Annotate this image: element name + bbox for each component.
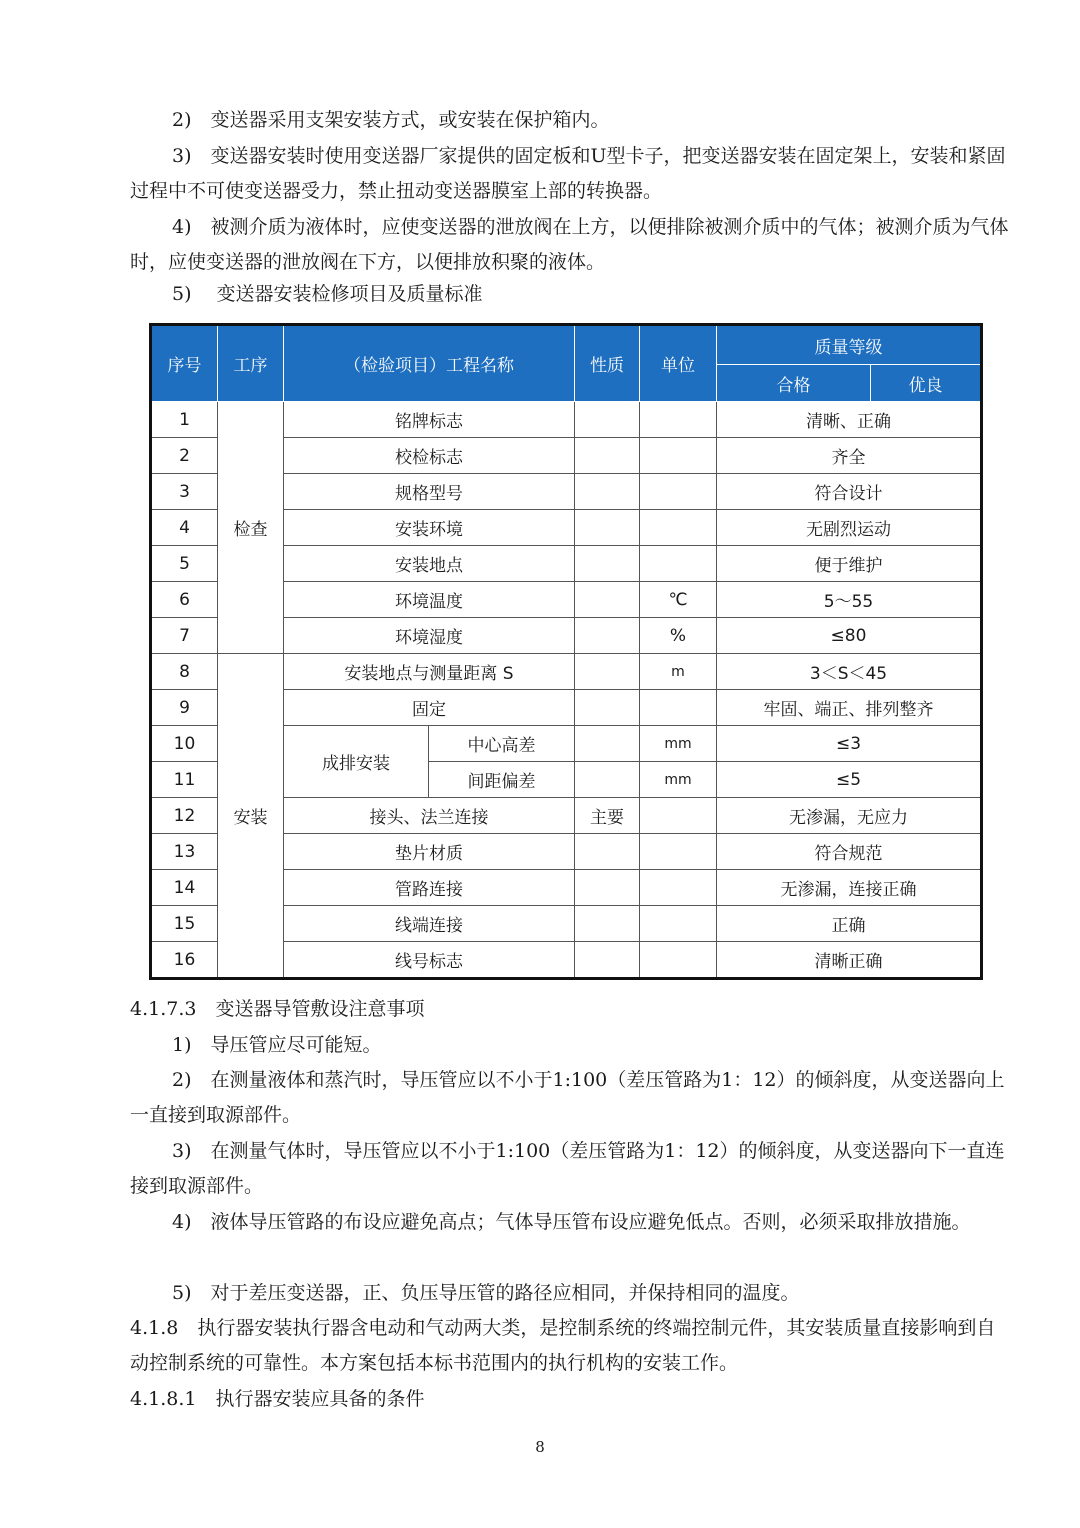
cell-nature: [575, 618, 640, 654]
cell-item: 接头、法兰连接: [284, 798, 575, 834]
cell-item: 固定: [284, 690, 575, 726]
cell-standard: 清晰、正确: [717, 402, 982, 438]
cell-item: 管路连接: [284, 870, 575, 906]
group-install: 安装: [218, 654, 284, 979]
cell-item: 线端连接: [284, 906, 575, 942]
paragraph: 2) 在测量液体和蒸汽时，导压管应以不小于1:100（差压管路为1：12）的倾斜度，从变送器向上一直接到取源部件。: [130, 1069, 1005, 1126]
cell-item: 中心高差: [429, 726, 575, 762]
cell-unit: mm: [640, 762, 717, 798]
cell-nature: [575, 654, 640, 690]
cell-standard: 5～55: [717, 582, 982, 618]
cell-seq: 15: [151, 906, 218, 942]
section-heading: 4.1.8.1 执行器安装应具备的条件: [130, 1388, 425, 1410]
quality-standard-table: [149, 323, 983, 980]
paragraph: 4) 被测介质为液体时，应使变送器的泄放阀在上方，以便排除被测介质中的气体；被测介质为气体时，应使变送器的泄放阀在下方，以便排放积聚的液体。: [130, 216, 1009, 273]
paragraph: 5) 对于差压变送器，正、负压导压管的路径应相同，并保持相同的温度。: [172, 1282, 800, 1304]
cell-seq: 16: [151, 942, 218, 979]
cell-seq: 12: [151, 798, 218, 834]
cell-nature: [575, 834, 640, 870]
cell-item: 间距偏差: [429, 762, 575, 798]
cell-seq: 3: [151, 474, 218, 510]
page-number: 8: [535, 1438, 545, 1456]
paragraph: 3) 在测量气体时，导压管应以不小于1:100（差压管路为1：12）的倾斜度，从变送器向下一直连接到取源部件。: [130, 1140, 1005, 1197]
cell-unit: ℃: [640, 582, 717, 618]
section-heading: 4.1.8 执行器安装执行器含电动和气动两大类，是控制系统的终端控制元件，其安装质量直接影响到自动控制系统的可靠性。本方案包括本标书范围内的执行机构的安装工作。: [130, 1317, 996, 1374]
cell-unit: [640, 510, 717, 546]
cell-standard: 符合设计: [717, 474, 982, 510]
cell-nature: [575, 870, 640, 906]
cell-standard: 便于维护: [717, 546, 982, 582]
cell-seq: 11: [151, 762, 218, 798]
section-heading: 4.1.7.3 变送器导管敷设注意事项: [130, 998, 425, 1020]
table-row: [151, 402, 982, 438]
cell-standard: 无渗漏，连接正确: [717, 870, 982, 906]
header-pass: 合格: [717, 365, 871, 402]
cell-nature: [575, 942, 640, 979]
cell-unit: [640, 690, 717, 726]
cell-item: 规格型号: [284, 474, 575, 510]
cell-item: 安装地点: [284, 546, 575, 582]
cell-standard: 清晰正确: [717, 942, 982, 979]
cell-seq: 5: [151, 546, 218, 582]
cell-seq: 13: [151, 834, 218, 870]
cell-unit: [640, 798, 717, 834]
paragraph: 4) 液体导压管路的布设应避免高点；气体导压管布设应避免低点。否则，必须采取排放措施。: [172, 1211, 971, 1233]
cell-standard: 牢固、端正、排列整齐: [717, 690, 982, 726]
cell-seq: 9: [151, 690, 218, 726]
cell-unit: [640, 438, 717, 474]
cell-nature: [575, 546, 640, 582]
cell-standard: 无剧烈运动: [717, 510, 982, 546]
cell-unit: [640, 942, 717, 979]
cell-item: 环境湿度: [284, 618, 575, 654]
cell-unit: [640, 834, 717, 870]
cell-standard: ≤80: [717, 618, 982, 654]
cell-unit: m: [640, 654, 717, 690]
cell-standard: ≤5: [717, 762, 982, 798]
group-check: 检查: [218, 402, 284, 654]
cell-seq: 7: [151, 618, 218, 654]
cell-item: 线号标志: [284, 942, 575, 979]
cell-seq: 14: [151, 870, 218, 906]
cell-item: 校检标志: [284, 438, 575, 474]
cell-nature: [575, 762, 640, 798]
cell-unit: [640, 474, 717, 510]
cell-nature: [575, 726, 640, 762]
cell-standard: 符合规范: [717, 834, 982, 870]
cell-standard: 无渗漏，无应力: [717, 798, 982, 834]
cell-nature: [575, 906, 640, 942]
cell-item: 安装环境: [284, 510, 575, 546]
header-unit: 单位: [640, 325, 717, 402]
cell-nature: [575, 438, 640, 474]
cell-seq: 6: [151, 582, 218, 618]
paragraph: 5) 变送器安装检修项目及质量标准: [172, 283, 483, 305]
cell-standard: 3＜S＜45: [717, 654, 982, 690]
paragraph: 3) 变送器安装时使用变送器厂家提供的固定板和U型卡子，把变送器安装在固定架上，安装和紧固过程中不可使变送器受力，禁止扭动变送器膜室上部的转换器。: [130, 145, 1006, 202]
cell-standard: 正确: [717, 906, 982, 942]
cell-seq: 4: [151, 510, 218, 546]
cell-unit: %: [640, 618, 717, 654]
cell-unit: [640, 906, 717, 942]
cell-seq: 1: [151, 402, 218, 438]
cell-seq: 2: [151, 438, 218, 474]
cell-unit: [640, 870, 717, 906]
cell-nature: 主要: [575, 798, 640, 834]
cell-nature: [575, 402, 640, 438]
cell-unit: mm: [640, 726, 717, 762]
cell-item: 环境温度: [284, 582, 575, 618]
header-process: 工序: [218, 325, 284, 402]
header-grade: 质量等级: [717, 325, 982, 365]
cell-standard: ≤3: [717, 726, 982, 762]
header-excellent: 优良: [871, 365, 982, 402]
cell-item: 铭牌标志: [284, 402, 575, 438]
cell-standard: 齐全: [717, 438, 982, 474]
paragraph: 2) 变送器采用支架安装方式，或安装在保护箱内。: [172, 109, 610, 131]
cell-nature: [575, 582, 640, 618]
header-item: （检验项目）工程名称: [284, 325, 575, 402]
paragraph: 1) 导压管应尽可能短。: [172, 1034, 382, 1056]
cell-unit: [640, 546, 717, 582]
cell-unit: [640, 402, 717, 438]
cell-seq: 8: [151, 654, 218, 690]
header-seq: 序号: [151, 325, 218, 402]
cell-item: 安装地点与测量距离 S: [284, 654, 575, 690]
cell-seq: 10: [151, 726, 218, 762]
group-row-install: 成排安装: [284, 726, 429, 798]
cell-nature: [575, 474, 640, 510]
table-row: [151, 654, 982, 690]
cell-nature: [575, 510, 640, 546]
cell-item: 垫片材质: [284, 834, 575, 870]
cell-nature: [575, 690, 640, 726]
header-nature: 性质: [575, 325, 640, 402]
